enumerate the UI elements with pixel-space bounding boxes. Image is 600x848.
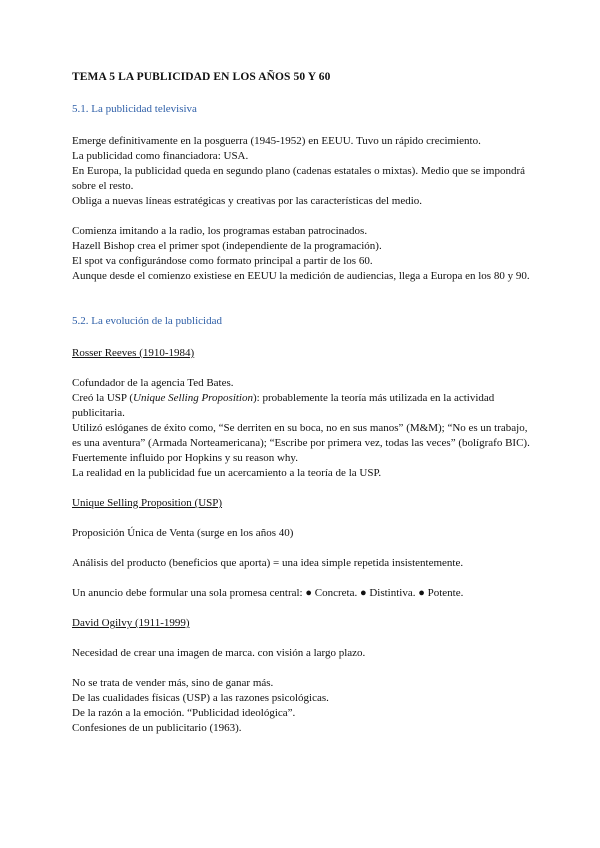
section-heading-5-2: 5.2. La evolución de la publicidad	[72, 315, 222, 327]
spacer	[72, 209, 532, 224]
paragraph: Proposición Única de Venta (surge en los años 40)	[72, 527, 294, 539]
paragraph: Un anuncio debe formular una sola promesa central: ● Concreta. ● Distintiva. ● Potente.	[72, 587, 464, 599]
paragraph: Confesiones de un publicitario (1963).	[72, 722, 242, 734]
paragraph: Necesidad de crear una imagen de marca. con visión a largo plazo.	[72, 647, 366, 659]
text-run: Creó la USP (	[72, 392, 134, 404]
section-heading-5-1: 5.1. La publicidad televisiva	[72, 103, 197, 115]
paragraph: No se trata de vender más, sino de ganar más.	[72, 677, 274, 689]
subheading-usp: Unique Selling Proposition (USP)	[72, 497, 223, 509]
paragraph: El spot va configurándose como formato principal a partir de los 60.	[72, 255, 373, 267]
subheading-david-ogilvy: David Ogilvy (1911-1999)	[72, 617, 190, 629]
paragraph: Utilizó eslóganes de éxito como, “Se derriten en su boca, no en sus manos” (M&M); “No es un trabajo, es una aventura” (Armada Norteamericana); “Escribe por primera vez, todas las veces” (bolígrafo BIC).	[72, 422, 530, 449]
document-body	[72, 70, 532, 736]
paragraph: Obliga a nuevas líneas estratégicas y creativas por las características del medio.	[72, 195, 423, 207]
paragraph: La publicidad como financiadora: USA.	[72, 150, 249, 162]
paragraph: Cofundador de la agencia Ted Bates.	[72, 377, 234, 389]
page-title: TEMA 5 LA PUBLICIDAD EN LOS AÑOS 50 Y 60	[72, 71, 331, 83]
subheading-rosser-reeves: Rosser Reeves (1910-1984)	[72, 347, 195, 359]
paragraph: Fuertemente influido por Hopkins y su reason why.	[72, 452, 298, 464]
paragraph: De las cualidades físicas (USP) a las razones psicológicas.	[72, 692, 329, 704]
paragraph: La realidad en la publicidad fue un acercamiento a la teoría de la USP.	[72, 467, 382, 479]
paragraph: En Europa, la publicidad queda en segundo plano (cadenas estatales o mixtas). Medio que se impondrá sobre el resto.	[72, 165, 526, 192]
italic-term: Unique Selling Proposition	[133, 392, 253, 404]
paragraph: Aunque desde el comienzo existiese en EEUU la medición de audiencias, llega a Europa en los 80 y 90.	[72, 270, 530, 282]
paragraph: Análisis del producto (beneficios que aporta) = una idea simple repetida insistentemente.	[72, 557, 464, 569]
spacer	[72, 284, 532, 314]
paragraph: De la razón a la emoción. “Publicidad ideológica”.	[72, 707, 296, 719]
text-run: ): probablemente la teoría más utilizada en la actividad publicitaria.	[72, 392, 495, 419]
paragraph-usp	[72, 391, 532, 421]
paragraph: Emerge definitivamente en la posguerra (1945-1952) en EEUU. Tuvo un rápido crecimiento.	[72, 135, 481, 147]
paragraph: Comienza imitando a la radio, los programas estaban patrocinados.	[72, 225, 368, 237]
paragraph: Hazell Bishop crea el primer spot (independiente de la programación).	[72, 240, 382, 252]
